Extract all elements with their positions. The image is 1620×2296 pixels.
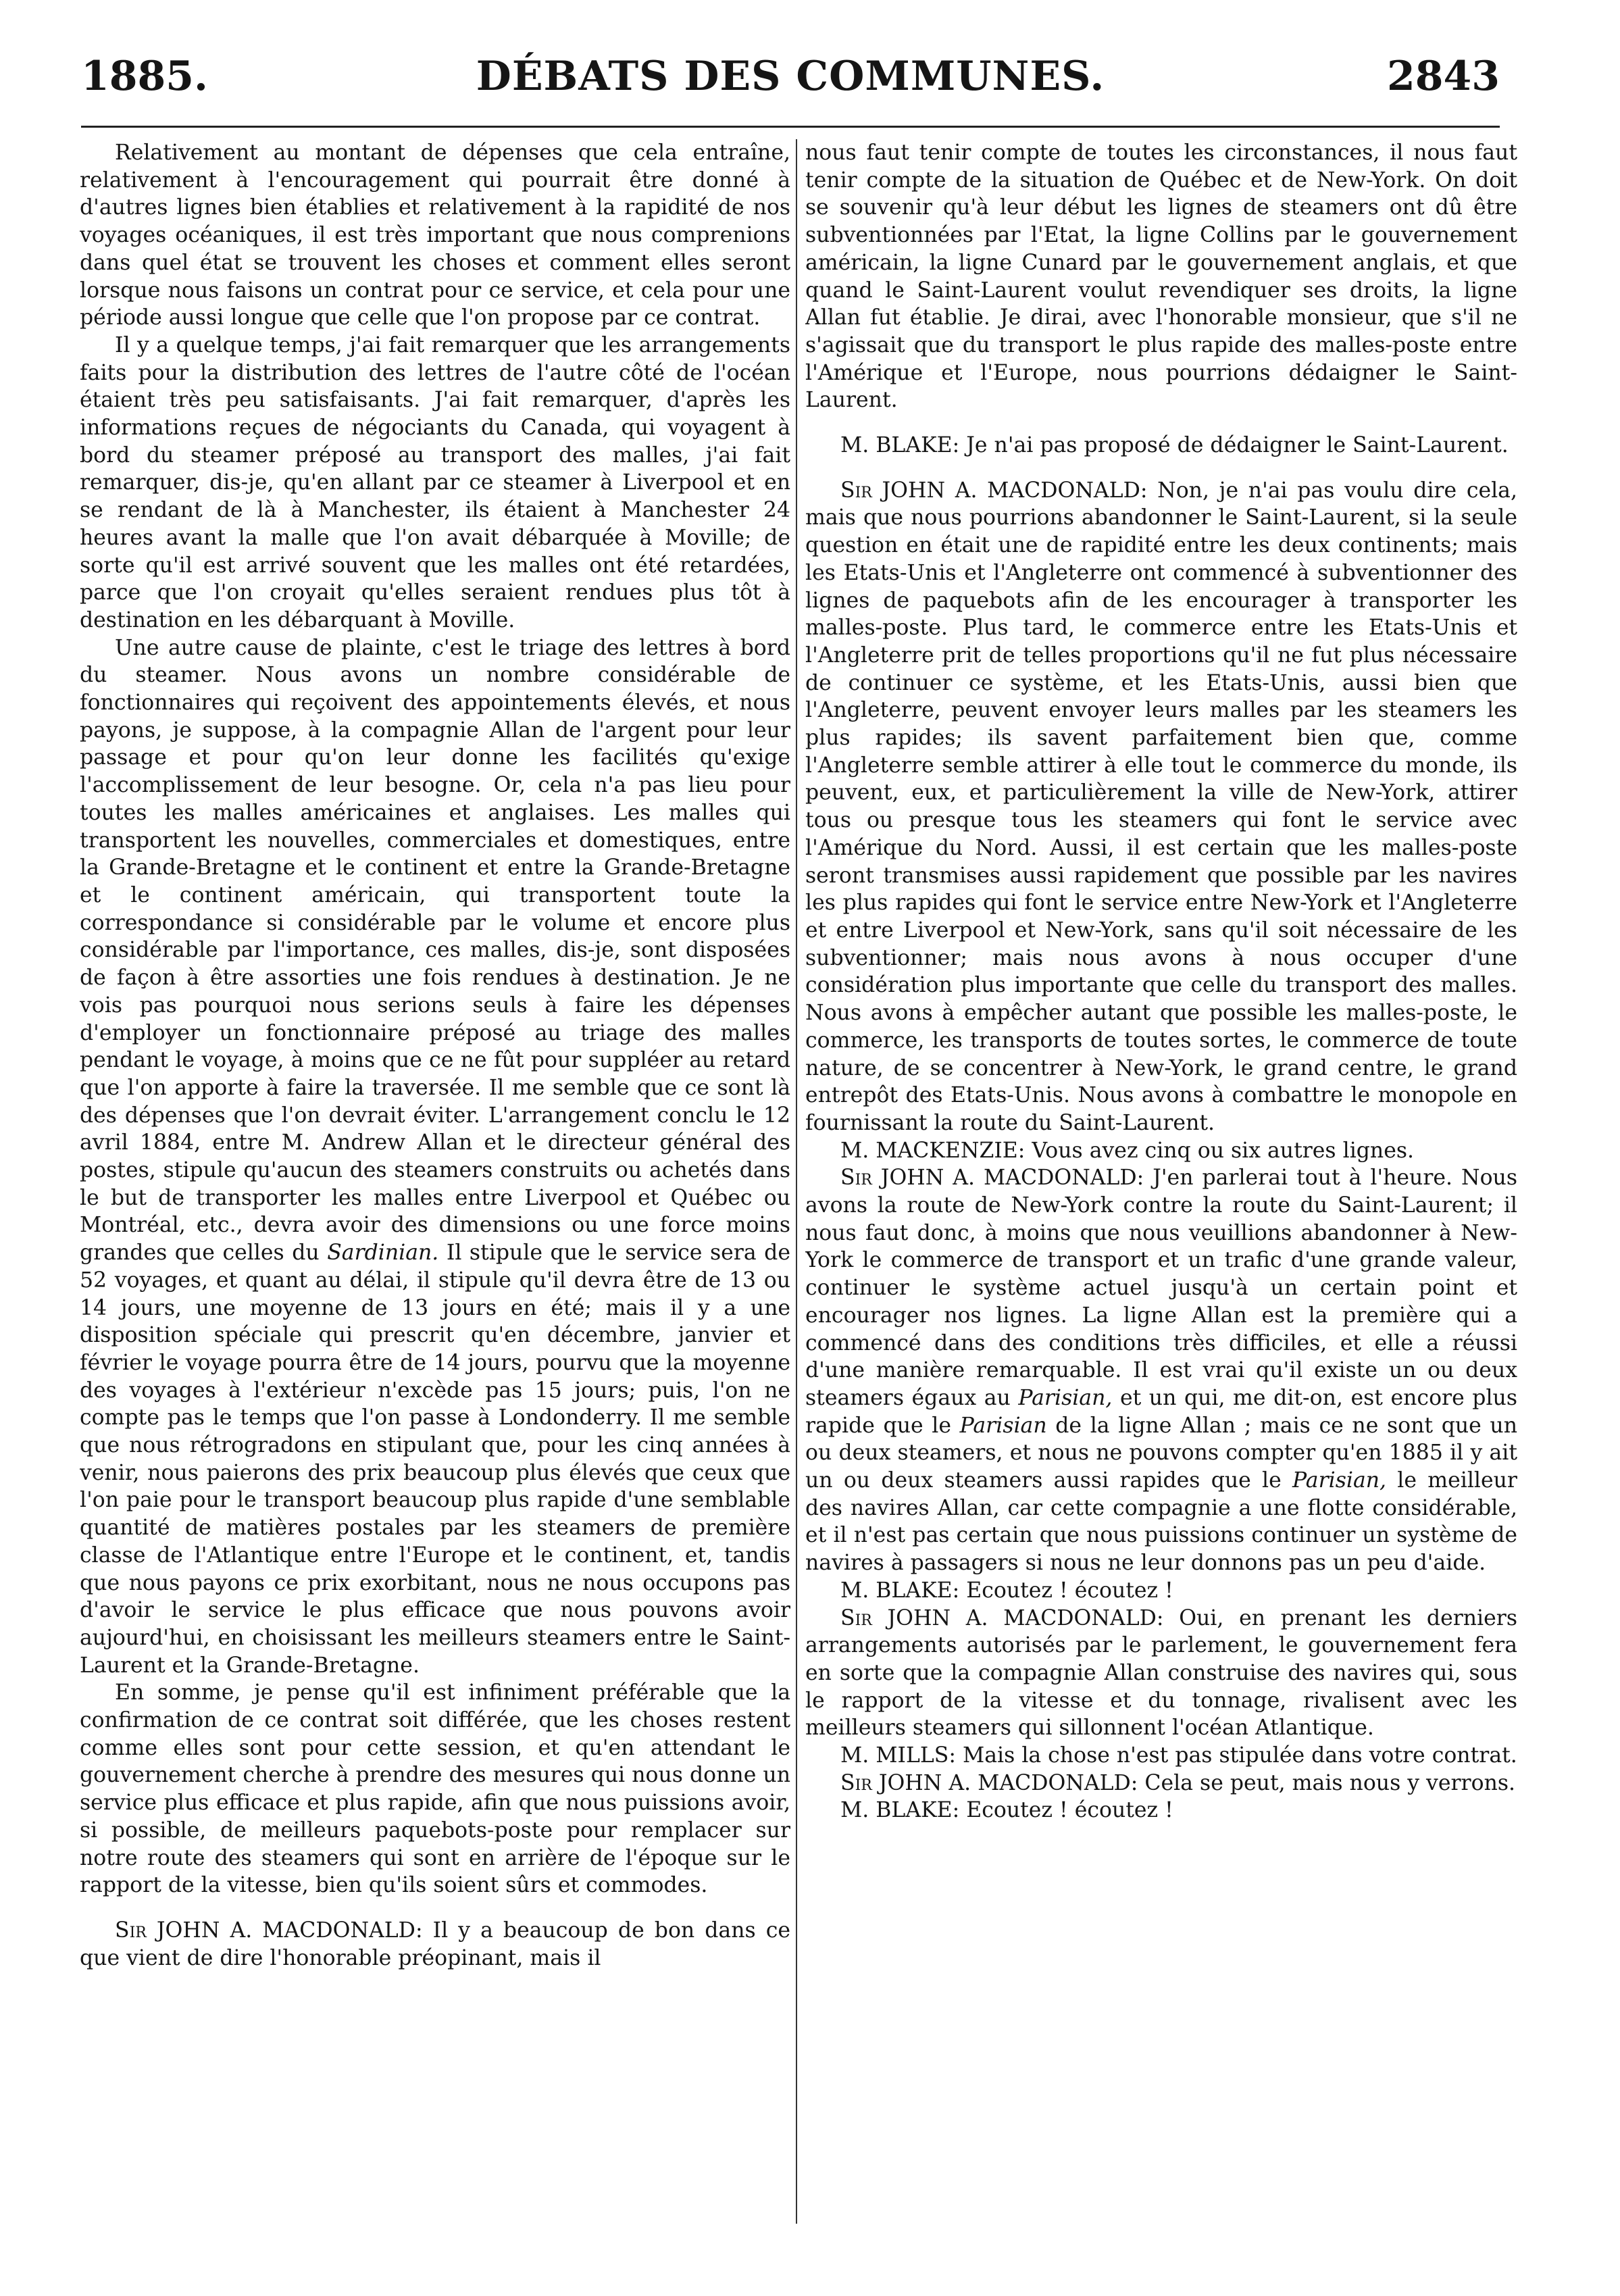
paragraph: En somme, je pense qu'il est infiniment préférable que la confirmation de ce contrat soit différée, que les choses restent comme elles sont pour cette session, et qu'en attendant le gouvernement cherche à prendre des mesures qui nous donne un service plus efficace et plus rapide, afin que nous puissions avoir, si possible, de meilleurs paquebots-poste pour remplacer sur notre route des steamers qui sont en arrière de l'époque sur le rapport de la vitesse, bien qu'ils soient sûrs et commodes. xyxy=(80,1680,790,1898)
header-year: 1885. xyxy=(81,53,208,100)
speaker-name: Sir JOHN A. MACDONALD: xyxy=(840,1605,1164,1630)
speaker-name: Sir JOHN A. MACDONALD: xyxy=(115,1918,423,1943)
paragraph: nous faut tenir compte de toutes les circonstances, il nous faut tenir compte de la situation de Québec et de New-York. On doit se souvenir qu'à leur début les lignes de steamers ont dû être subventionnées par l'Etat, la ligne Collins par le gouvernement américain, la ligne Cunard par le gouvernement anglais, et que quand le Saint-Laurent voulut revendiquer ses droits, la ligne Allan fut établie. Je dirai, avec l'honorable monsieur, que s'il ne s'agissait que du transport le plus rapide des malles-poste entre l'Amérique et l'Europe, nous pourrions dédaigner le Saint-Laurent. xyxy=(805,141,1517,413)
speaker-name: Sir JOHN A. MACDONALD: xyxy=(840,478,1148,503)
speech-paragraph: M. BLAKE: Ecoutez ! écoutez ! xyxy=(840,1798,1173,1823)
speech-paragraph: M. BLAKE: Je n'ai pas proposé de dédaigner le Saint-Laurent. xyxy=(840,433,1509,458)
speaker-name: M. BLAKE: xyxy=(840,1798,960,1823)
speech-paragraph: Sir JOHN A. MACDONALD: J'en parlerai tout à l'heure. Nous avons la route de New-York contre la route du Saint-Laurent; il nous faut donc, à moins que nous veuillions abandonner à New-York le commerce de transport et un trafic d'une grande valeur, continuer le système actuel jusqu'à un certain point et encourager nos lignes. La ligne Allan est la première qui a commencé dans des conditions très difficiles, et elle a réussi d'une manière remarquable. Il est vrai qu'il existe un ou deux steamers égaux au Parisian, et un qui, me dit-on, est encore plus rapide que le Parisian de la ligne Allan ; mais ce ne sont que un ou deux steamers, et nous ne pouvons compter qu'en 1885 il y ait un ou deux steamers aussi rapides que le Parisian, le meilleur des navires Allan, car cette compagnie a une flotte considérable, et il n'est pas certain que nous puissions continuer un système de navires à passagers si nous ne leur donnons pas un peu d'aide. xyxy=(805,1166,1517,1576)
speech-paragraph: M. MACKENZIE: Vous avez cinq ou six autres lignes. xyxy=(840,1138,1415,1163)
speaker-name: M. BLAKE: xyxy=(840,1578,960,1603)
column-divider xyxy=(796,139,797,2224)
speech-paragraph: M. MILLS: Mais la chose n'est pas stipulée dans votre contrat. xyxy=(840,1743,1517,1768)
speaker-name: M. BLAKE: xyxy=(840,433,960,458)
header-rule xyxy=(81,126,1500,128)
speaker-name: Sir JOHN A. MACDONALD: xyxy=(840,1770,1138,1795)
page-header xyxy=(81,46,1500,107)
header-page-number: 2843 xyxy=(1387,53,1500,100)
speaker-name: M. MACKENZIE: xyxy=(840,1138,1026,1163)
speaker-name: Sir JOHN A. MACDONALD: xyxy=(840,1166,1144,1191)
speech-paragraph: M. BLAKE: Ecoutez ! écoutez ! xyxy=(840,1578,1173,1603)
paragraph: Relativement au montant de dépenses que cela entraîne, relativement à l'encouragement qui pourrait être donné à d'autres lignes bien établies et relativement à la rapidité de nos voyages océaniques, il est très important que nous comprenions dans quel état se trouvent les choses et comment elles seront lorsque nous faisons un contrat pour ce service, et cela pour une période aussi longue que celle que l'on propose par ce contrat. xyxy=(80,141,790,330)
right-column xyxy=(805,139,1517,2224)
header-title: DÉBATS DES COMMUNES. xyxy=(476,53,1105,100)
speech-paragraph: Sir JOHN A. MACDONALD: Non, je n'ai pas voulu dire cela, mais que nous pourrions abandonner le Saint-Laurent, si la seule question en était une de rapidité entre les deux continents; mais les Etats-Unis et l'Angleterre ont commencé à subventionner des lignes de paquebots afin de les encourager à transporter les malles-poste. Plus tard, le commerce entre les Etats-Unis et l'Angleterre prit de telles proportions qu'il ne fut plus nécessaire de continuer ce système, et les Etats-Unis, aussi bien que l'Angleterre, peuvent envoyer leurs malles par les steamers les plus rapides; ils savent parfaitement bien que, comme l'Angleterre semble attirer à elle tout le commerce du monde, ils peuvent, eux, et particulièrement la ville de New-York, attirer tous ou presque tous les steamers qui font le service avec l'Amérique du Nord. Aussi, il est certain que les malles-poste seront transmises aussi rapidement que possible par les navires les plus rapides qui font le service entre New-York et l'Angleterre et entre Liverpool et New-York, sans qu'il soit nécessaire de les subventionner; mais nous avons à nous occuper d'une considération plus importante que celle du transport des malles. Nous avons à empêcher autant que possible les malles-poste, le commerce, les transports de toutes sortes, le commerce de toute nature, de se concentrer à New-York, le grand centre, le grand entrepôt des Etats-Unis. Nous avons à combattre le monopole en fournissant la route du Saint-Laurent. xyxy=(805,478,1517,1135)
paragraph: Une autre cause de plainte, c'est le triage des lettres à bord du steamer. Nous avons un nombre considérable de fonctionnaires qui reçoivent des appointements élevés, et nous payons, je suppose, à la compagnie Allan de l'argent pour leur passage et pour qu'on leur donne les facilités qu'exige l'accomplissement de leur besogne. Or, cela n'a pas lieu pour toutes les malles américaines et anglaises. Les malles qui transportent les nouvelles, commerciales et domestiques, entre la Grande-Bretagne et le continent et entre la Grande-Bretagne et le continent américain, qui transportent toute la correspondance si considérable par le volume et encore plus considérable par l'importance, ces malles, dis-je, sont disposées de façon à être assorties une fois rendues à destination. Je ne vois pas pourquoi nous serions seuls à faire les dépenses d'employer un fonctionnaire préposé au triage des malles pendant le voyage, à moins que ce ne fût pour suppléer au retard que l'on apporte à faire la traversée. Il me semble que ce sont là des dépenses que l'on devrait éviter. L'arrangement conclu le 12 avril 1884, entre M. Andrew Allan et le directeur général des postes, stipule qu'aucun des steamers construits ou achetés dans le but de transporter les malles entre Liverpool et Québec ou Montréal, etc., devra avoir des dimensions ou une force moins grandes que celles du Sardinian. Il stipule que le service sera de 52 voyages, et quant au délai, il stipule qu'il devra être de 13 ou 14 jours, une moyenne de 13 jours en été; mais il y a une disposition spéciale qui prescrit qu'en décembre, janvier et février le voyage pourra être de 14 jours, pourvu que la moyenne des voyages à l'extérieur n'excède pas 15 jours; puis, l'on ne compte pas le temps que l'on passe à Londonderry. Il me semble que nous rétrogradons en stipulant que, pour les cinq années à venir, nous paierons des prix beaucoup plus élevés que ceux que l'on paie pour le transport beaucoup plus rapide d'une semblable quantité de matières postales par les steamers de première classe de l'Atlantique entre l'Europe et le continent, et, tandis que nous payons ce prix exorbitant, nous ne nous occupons pas d'avoir le service le plus efficace que nous pouvons avoir aujourd'hui, en choisissant les meilleurs steamers entre le Saint-Laurent et la Grande-Bretagne. xyxy=(80,635,790,1678)
paragraph: Il y a quelque temps, j'ai fait remarquer que les arrangements faits pour la distribution des lettres de l'autre côté de l'océan étaient très peu satisfaisants. J'ai fait remarquer, d'après les informations reçues de négociants du Canada, qui voyagent à bord du steamer préposé au transport des malles, j'ai fait remarquer, dis-je, qu'en allant par ce steamer à Liverpool et en se rendant de là à Manchester, ils étaient à Manchester 24 heures avant la malle que l'on avait débarquée à Moville; de sorte qu'il est arrivé souvent que les malles ont été retardées, parce que l'on croyait qu'elles seraient rendues plus tôt à destination en les débarquant à Moville. xyxy=(80,332,790,632)
speaker-name: M. MILLS: xyxy=(840,1743,957,1768)
speech-paragraph: Sir JOHN A. MACDONALD: Cela se peut, mais nous y verrons. xyxy=(840,1770,1516,1795)
left-column xyxy=(80,139,790,2224)
speech-paragraph: Sir JOHN A. MACDONALD: Il y a beaucoup de bon dans ce que vient de dire l'honorable préopinant, mais il xyxy=(80,1918,790,1970)
speech-paragraph: Sir JOHN A. MACDONALD: Oui, en prenant les derniers arrangements autorisés par le parlement, le gouvernement fera en sorte que la compagnie Allan construise des navires qui, sous le rapport de la vitesse et du tonnage, rivalisent avec les meilleurs steamers qui sillonnent l'océan Atlantique. xyxy=(805,1605,1517,1741)
